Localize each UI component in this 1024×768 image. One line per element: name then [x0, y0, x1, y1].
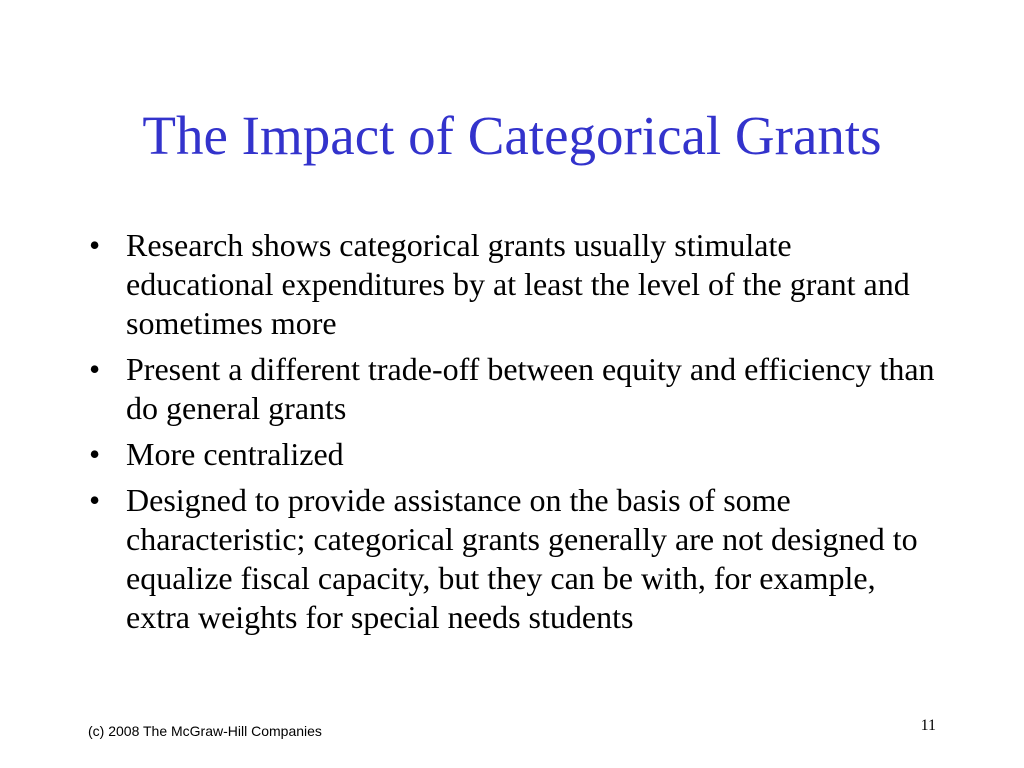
bullet-text: More centralized — [126, 436, 344, 472]
page-number: 11 — [920, 717, 936, 734]
bullet-item — [86, 350, 936, 428]
slide-title: The Impact of Categorical Grants — [142, 105, 882, 166]
bullet-item — [86, 226, 936, 343]
bullet-list — [86, 226, 936, 644]
bullet-item — [86, 481, 936, 637]
bullet-icon: • — [89, 351, 101, 387]
bullet-text: Research shows categorical grants usually stimulate educational expenditures by at least the level of the grant and sometimes more — [126, 227, 910, 341]
bullet-item — [86, 435, 936, 474]
bullet-icon: • — [89, 482, 101, 518]
bullet-icon: • — [89, 227, 101, 263]
bullet-text: Designed to provide assistance on the basis of some characteristic; categorical grants generally are not designed to equalize fiscal capacity, but they can be with, for example, extra weights for special needs students — [126, 482, 918, 635]
bullet-icon: • — [89, 436, 101, 472]
copyright-footer: (c) 2008 The McGraw-Hill Companies — [88, 723, 322, 739]
bullet-text: Present a different trade-off between equity and efficiency than do general grants — [126, 351, 935, 426]
